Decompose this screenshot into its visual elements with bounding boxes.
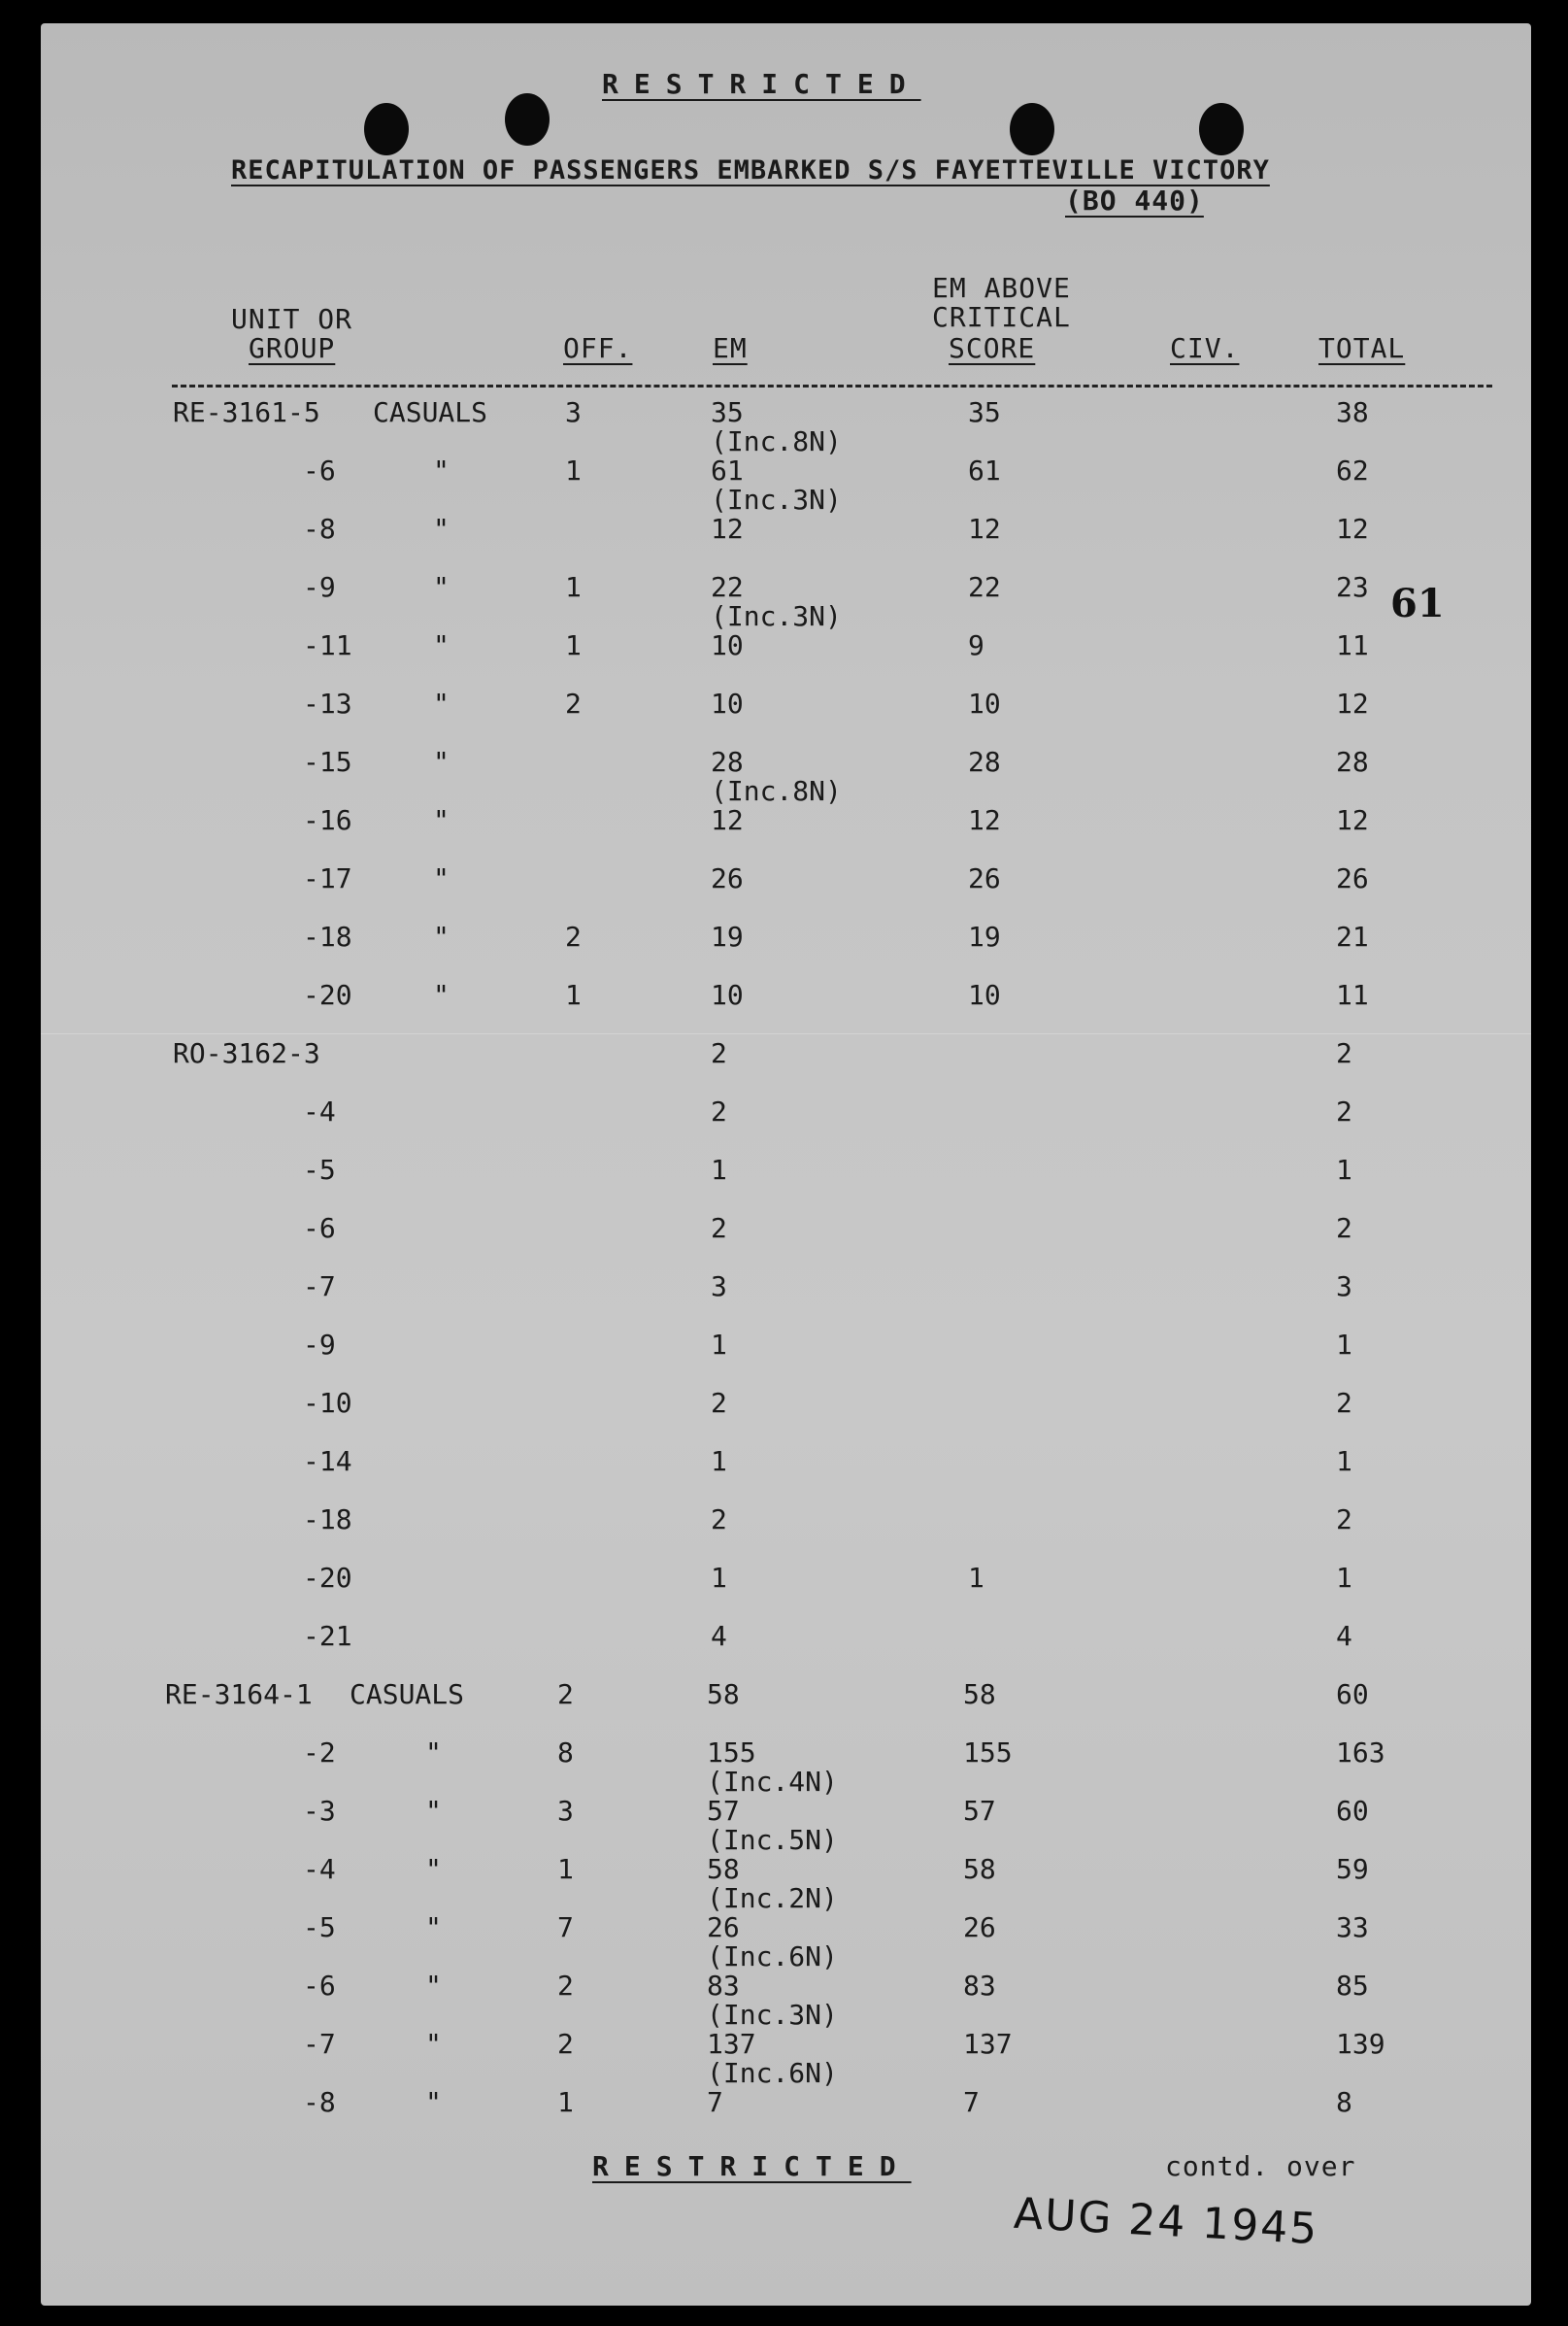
col-unit-line1: UNIT OR (231, 303, 353, 335)
em-above-cell: 57 (963, 1795, 996, 1827)
em-above-cell: 9 (968, 629, 984, 661)
off-cell: 2 (565, 921, 582, 953)
total-cell: 28 (1336, 746, 1369, 778)
unit-cell: RE-3161-5 (173, 396, 320, 428)
em-cell: 61 (711, 455, 744, 487)
total-cell: 3 (1336, 1270, 1352, 1302)
off-cell: 1 (565, 629, 582, 661)
em-note: (Inc.8N) (711, 775, 842, 807)
total-cell: 11 (1336, 629, 1369, 661)
total-cell: 60 (1336, 1678, 1369, 1710)
unit-cell: -2 (303, 1736, 336, 1769)
total-cell: 60 (1336, 1795, 1369, 1827)
unit-cell: -17 (303, 862, 352, 894)
table-row (41, 804, 1531, 862)
unit-cell: -20 (303, 1562, 352, 1594)
table-row (41, 455, 1531, 516)
em-above-cell: 10 (968, 688, 1001, 720)
table-row (41, 1445, 1531, 1503)
unit-cell: -13 (303, 688, 352, 720)
total-cell: 12 (1336, 804, 1369, 836)
group-cell: " (433, 921, 450, 953)
total-cell: 163 (1336, 1736, 1385, 1769)
table-row (41, 1387, 1531, 1445)
off-cell: 1 (557, 2086, 574, 2118)
punch-hole-4 (1199, 103, 1244, 155)
table-row (41, 1853, 1531, 1914)
document-page (41, 23, 1531, 2306)
table-row (41, 1562, 1531, 1620)
em-above-cell: 58 (963, 1853, 996, 1885)
em-cell: 1 (711, 1562, 727, 1594)
table-row (41, 2028, 1531, 2089)
total-cell: 2 (1336, 1387, 1352, 1419)
off-cell: 2 (557, 2028, 574, 2060)
col-em-above-line1: EM ABOVE (932, 272, 1071, 304)
em-cell: 3 (711, 1270, 727, 1302)
em-cell: 12 (711, 804, 744, 836)
em-cell: 12 (711, 513, 744, 545)
em-cell: 1 (711, 1445, 727, 1477)
unit-cell: -21 (303, 1620, 352, 1652)
unit-cell: -9 (303, 1329, 336, 1361)
em-note: (Inc.6N) (707, 2057, 838, 2089)
total-cell: 139 (1336, 2028, 1385, 2060)
total-cell: 4 (1336, 1620, 1352, 1652)
group-cell: CASUALS (373, 396, 488, 428)
em-above-cell: 26 (968, 862, 1001, 894)
group-cell: " (433, 513, 450, 545)
total-cell: 62 (1336, 455, 1369, 487)
table-row (41, 1620, 1531, 1678)
table-row (41, 2086, 1531, 2144)
total-cell: 2 (1336, 1096, 1352, 1128)
col-em-above-line3: SCORE (949, 332, 1036, 364)
em-cell: 10 (711, 629, 744, 661)
unit-cell: -20 (303, 979, 352, 1011)
punch-hole-1 (364, 103, 409, 155)
document-subtitle: (BO 440) (1065, 185, 1204, 217)
em-note: (Inc.4N) (707, 1766, 838, 1798)
total-cell: 12 (1336, 513, 1369, 545)
em-cell: 22 (711, 571, 744, 603)
table-row (41, 1970, 1531, 2031)
classification-header: RESTRICTED (602, 68, 921, 100)
table-row (41, 1795, 1531, 1856)
off-cell: 3 (557, 1795, 574, 1827)
group-cell: " (425, 1911, 442, 1943)
unit-cell: -16 (303, 804, 352, 836)
unit-cell: -9 (303, 571, 336, 603)
em-cell: 57 (707, 1795, 740, 1827)
em-cell: 2 (711, 1503, 727, 1535)
table-row (41, 1911, 1531, 1970)
em-cell: 83 (707, 1970, 740, 2002)
table-row (41, 921, 1531, 979)
group-cell: " (433, 571, 450, 603)
punch-hole-3 (1010, 103, 1054, 155)
em-cell: 2 (711, 1212, 727, 1244)
em-above-cell: 58 (963, 1678, 996, 1710)
total-cell: 1 (1336, 1445, 1352, 1477)
unit-cell: -3 (303, 1795, 336, 1827)
em-above-cell: 19 (968, 921, 1001, 953)
group-cell: " (425, 1853, 442, 1885)
em-above-cell: 12 (968, 804, 1001, 836)
em-note: (Inc.8N) (711, 425, 842, 457)
table-row (41, 571, 1531, 632)
punch-hole-2 (505, 93, 550, 146)
total-cell: 11 (1336, 979, 1369, 1011)
col-unit-line2: GROUP (249, 332, 336, 364)
group-cell: " (425, 1736, 442, 1769)
off-cell: 1 (565, 571, 582, 603)
table-row (41, 746, 1531, 807)
header-divider (172, 385, 1492, 388)
em-cell: 10 (711, 688, 744, 720)
unit-cell: -4 (303, 1853, 336, 1885)
table-row (41, 979, 1531, 1037)
table-row (41, 513, 1531, 571)
total-cell: 8 (1336, 2086, 1352, 2118)
group-cell: " (433, 979, 450, 1011)
table-row (41, 1678, 1531, 1736)
em-note: (Inc.2N) (707, 1882, 838, 1914)
document-title: RECAPITULATION OF PASSENGERS EMBARKED S/S FAYETTEVILLE VICTORY (231, 155, 1270, 185)
em-above-cell: 26 (963, 1911, 996, 1943)
em-cell: 137 (707, 2028, 756, 2060)
em-above-cell: 155 (963, 1736, 1013, 1769)
group-cell: " (433, 688, 450, 720)
table-row (41, 1154, 1531, 1212)
unit-cell: -6 (303, 455, 336, 487)
total-cell: 26 (1336, 862, 1369, 894)
group-cell: " (433, 455, 450, 487)
total-cell: 1 (1336, 1562, 1352, 1594)
em-cell: 58 (707, 1853, 740, 1885)
col-civ: CIV. (1170, 332, 1240, 364)
em-cell: 1 (711, 1329, 727, 1361)
unit-cell: -7 (303, 1270, 336, 1302)
group-cell: " (433, 629, 450, 661)
table-row (41, 1736, 1531, 1798)
em-above-cell: 22 (968, 571, 1001, 603)
unit-cell: -4 (303, 1096, 336, 1128)
total-cell: 33 (1336, 1911, 1369, 1943)
table-row (41, 862, 1531, 921)
em-above-cell: 10 (968, 979, 1001, 1011)
unit-cell: RO-3162-3 (173, 1037, 320, 1069)
handwritten-total: 61 (1390, 581, 1445, 626)
table-row (41, 1270, 1531, 1329)
em-cell: 7 (707, 2086, 723, 2118)
col-em-above-line2: CRITICAL (932, 301, 1071, 333)
total-cell: 59 (1336, 1853, 1369, 1885)
col-em: EM (713, 332, 748, 364)
off-cell: 1 (557, 1853, 574, 1885)
off-cell: 1 (565, 979, 582, 1011)
em-cell: 1 (711, 1154, 727, 1186)
em-cell: 26 (711, 862, 744, 894)
unit-cell: -18 (303, 921, 352, 953)
em-above-cell: 137 (963, 2028, 1013, 2060)
em-above-cell: 1 (968, 1562, 984, 1594)
off-cell: 7 (557, 1911, 574, 1943)
continued-note: contd. over (1165, 2150, 1356, 2182)
group-cell: " (433, 746, 450, 778)
unit-cell: -5 (303, 1911, 336, 1943)
total-cell: 21 (1336, 921, 1369, 953)
em-note: (Inc.3N) (707, 1999, 838, 2031)
total-cell: 2 (1336, 1212, 1352, 1244)
total-cell: 1 (1336, 1329, 1352, 1361)
group-cell: " (425, 1795, 442, 1827)
em-above-cell: 7 (963, 2086, 980, 2118)
group-cell: " (425, 2028, 442, 2060)
em-cell: 2 (711, 1096, 727, 1128)
em-above-cell: 12 (968, 513, 1001, 545)
total-cell: 23 (1336, 571, 1369, 603)
total-cell: 2 (1336, 1037, 1352, 1069)
em-cell: 35 (711, 396, 744, 428)
unit-cell: -11 (303, 629, 352, 661)
col-off: OFF. (563, 332, 633, 364)
em-cell: 155 (707, 1736, 756, 1769)
table-row (41, 629, 1531, 688)
group-cell: CASUALS (350, 1678, 465, 1710)
total-cell: 38 (1336, 396, 1369, 428)
em-cell: 26 (707, 1911, 740, 1943)
classification-footer: RESTRICTED (592, 2150, 912, 2182)
total-cell: 85 (1336, 1970, 1369, 2002)
group-cell: " (425, 2086, 442, 2118)
table-row (41, 1329, 1531, 1387)
table-row (41, 1096, 1531, 1154)
table-row (41, 396, 1531, 455)
em-cell: 58 (707, 1678, 740, 1710)
em-cell: 28 (711, 746, 744, 778)
em-cell: 4 (711, 1620, 727, 1652)
unit-cell: -18 (303, 1503, 352, 1535)
unit-cell: RE-3164-1 (165, 1678, 313, 1710)
em-cell: 2 (711, 1037, 727, 1069)
em-cell: 2 (711, 1387, 727, 1419)
unit-cell: -10 (303, 1387, 352, 1419)
em-note: (Inc.3N) (711, 484, 842, 516)
date-stamp: AUG 24 1945 (1012, 2188, 1320, 2255)
off-cell: 2 (565, 688, 582, 720)
col-total: TOTAL (1318, 332, 1406, 364)
em-note: (Inc.5N) (707, 1824, 838, 1856)
group-cell: " (433, 804, 450, 836)
off-cell: 2 (557, 1678, 574, 1710)
em-above-cell: 35 (968, 396, 1001, 428)
table-row (41, 1212, 1531, 1270)
group-cell: " (433, 862, 450, 894)
off-cell: 1 (565, 455, 582, 487)
em-above-cell: 28 (968, 746, 1001, 778)
em-cell: 19 (711, 921, 744, 953)
off-cell: 2 (557, 1970, 574, 2002)
em-note: (Inc.3N) (711, 600, 842, 632)
group-cell: " (425, 1970, 442, 2002)
total-cell: 12 (1336, 688, 1369, 720)
unit-cell: -8 (303, 2086, 336, 2118)
unit-cell: -6 (303, 1970, 336, 2002)
unit-cell: -6 (303, 1212, 336, 1244)
em-above-cell: 83 (963, 1970, 996, 2002)
unit-cell: -15 (303, 746, 352, 778)
off-cell: 3 (565, 396, 582, 428)
total-cell: 2 (1336, 1503, 1352, 1535)
total-cell: 1 (1336, 1154, 1352, 1186)
em-cell: 10 (711, 979, 744, 1011)
em-note: (Inc.6N) (707, 1940, 838, 1972)
unit-cell: -7 (303, 2028, 336, 2060)
em-above-cell: 61 (968, 455, 1001, 487)
table-row (41, 688, 1531, 746)
unit-cell: -14 (303, 1445, 352, 1477)
table-row (41, 1503, 1531, 1562)
unit-cell: -8 (303, 513, 336, 545)
off-cell: 8 (557, 1736, 574, 1769)
unit-cell: -5 (303, 1154, 336, 1186)
table-row (41, 1037, 1531, 1096)
